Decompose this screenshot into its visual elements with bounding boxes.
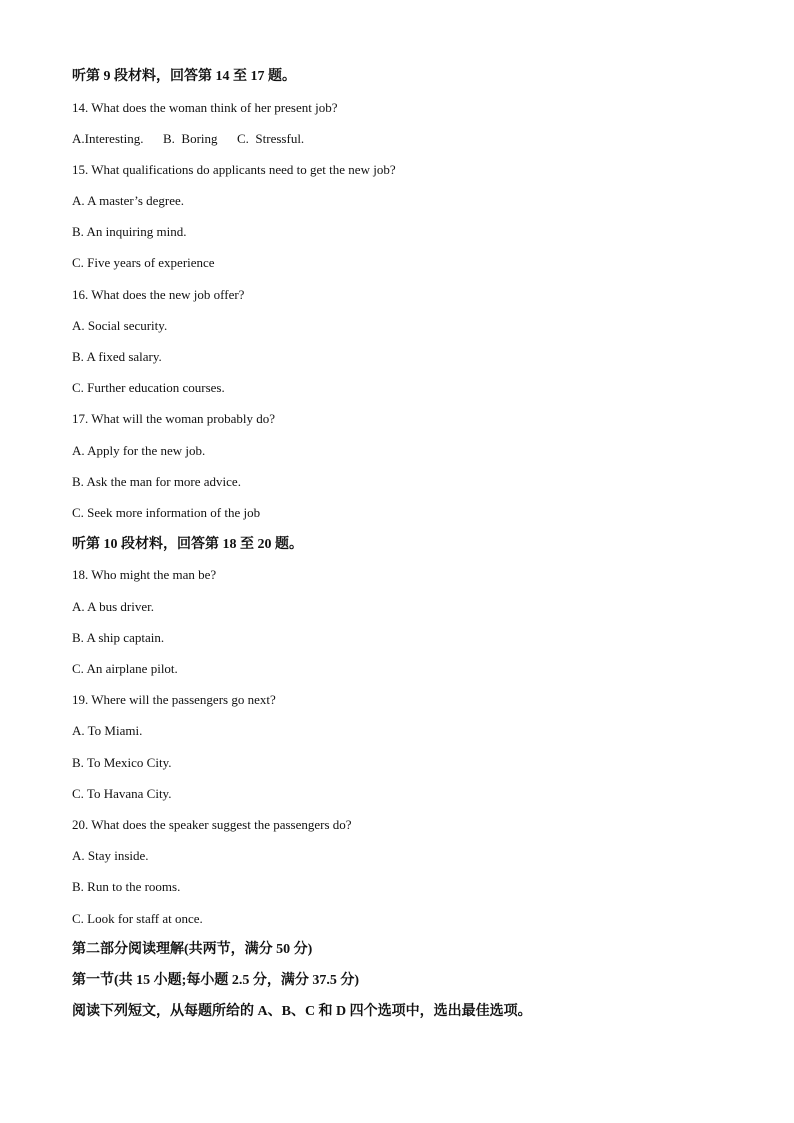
- question-14: 14. What does the woman think of her present job?: [72, 100, 338, 115]
- question-16-option-a: A. Social security.: [72, 318, 168, 333]
- question-14-options: A.Interesting. B. Boring C. Stressful.: [72, 131, 305, 146]
- question-15: 15. What qualifications do applicants need to get the new job?: [72, 162, 396, 177]
- question-20-option-a: A. Stay inside.: [72, 848, 149, 863]
- question-18-option-a: A. A bus driver.: [72, 599, 154, 614]
- question-19-option-c: C. To Havana City.: [72, 786, 172, 801]
- question-18-option-b: B. A ship captain.: [72, 630, 165, 645]
- part-2-title: 第二部分阅读理解(共两节，满分 50 分): [72, 942, 313, 957]
- question-18: 18. Who might the man be?: [72, 567, 217, 582]
- question-16: 16. What does the new job offer?: [72, 287, 245, 302]
- question-15-option-b: B. An inquiring mind.: [72, 224, 187, 239]
- question-20: 20. What does the speaker suggest the passengers do?: [72, 817, 352, 832]
- question-19-option-b: B. To Mexico City.: [72, 755, 172, 770]
- question-20-option-c: C. Look for staff at once.: [72, 911, 203, 926]
- question-15-option-c: C. Five years of experience: [72, 255, 215, 270]
- section-9-heading: 听第 9 段材料，回答第 14 至 17 题。: [72, 69, 296, 84]
- question-20-option-b: B. Run to the rooms.: [72, 879, 181, 894]
- question-15-option-a: A. A master’s degree.: [72, 193, 185, 208]
- question-19-option-a: A. To Miami.: [72, 723, 143, 738]
- question-16-option-b: B. A fixed salary.: [72, 349, 162, 364]
- question-17-option-b: B. Ask the man for more advice.: [72, 474, 241, 489]
- question-17-option-a: A. Apply for the new job.: [72, 443, 206, 458]
- question-16-option-c: C. Further education courses.: [72, 380, 225, 395]
- part-2-subtitle: 第一节(共 15 小题;每小题 2.5 分，满分 37.5 分): [72, 973, 359, 988]
- question-17-option-c: C. Seek more information of the job: [72, 505, 261, 520]
- part-2-instruction: 阅读下列短文，从每题所给的 A、B、C 和 D 四个选项中，选出最佳选项。: [72, 1004, 532, 1019]
- question-19: 19. Where will the passengers go next?: [72, 692, 276, 707]
- section-10-heading: 听第 10 段材料，回答第 18 至 20 题。: [72, 537, 303, 552]
- question-17: 17. What will the woman probably do?: [72, 411, 276, 426]
- question-18-option-c: C. An airplane pilot.: [72, 661, 178, 676]
